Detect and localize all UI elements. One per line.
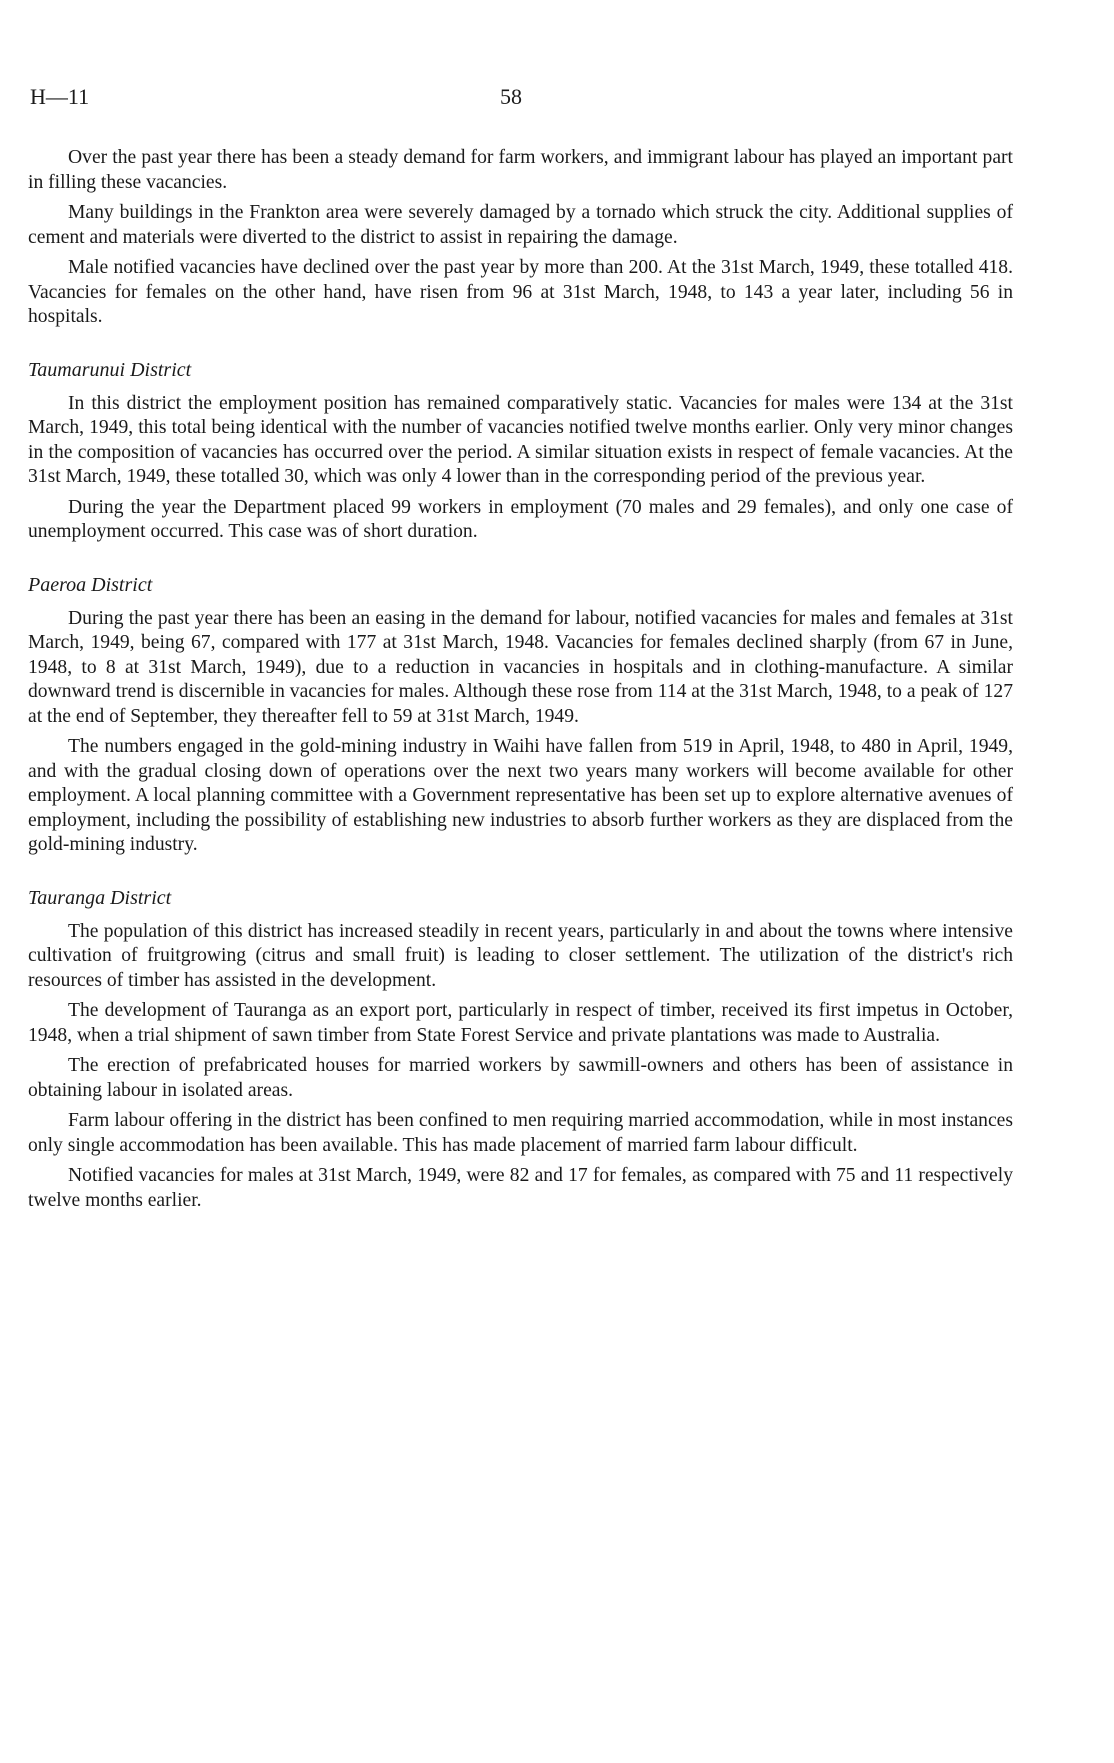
page-number: 58 [500, 84, 522, 109]
paragraph: Over the past year there has been a steady demand for farm workers, and immigrant labour has played an important part in filling these vacancies. [28, 147, 1013, 193]
paragraph: Many buildings in the Frankton area were severely damaged by a tornado which struck the city. Additional supplies of cement and materials were diverted to the district to assist in repairing the damage. [28, 202, 1013, 248]
section-heading: Taumarunui District [28, 358, 192, 381]
paragraph: During the year the Department placed 99 workers in employment (70 males and 29 females), and only one case of unemployment occurred. This case was of short duration. [28, 496, 1013, 542]
section-tauranga [28, 886, 1013, 1214]
section-heading: Tauranga District [28, 886, 172, 909]
running-head [30, 84, 1030, 114]
paragraph: Male notified vacancies have declined over the past year by more than 200. At the 31st March, 1949, these totalled 418. Vacancies for females on the other hand, have risen from 96 at 31st March, 1948, to 143 a year later, including 56 in hospitals. [28, 257, 1013, 327]
paragraph: The population of this district has increased steadily in recent years, particularly in and about the towns where intensive cultivation of fruitgrowing (citrus and small fruit) is leading to closer settlement. The utilization of the district's rich resources of timber has assisted in the development. [28, 920, 1013, 991]
paragraph: Notified vacancies for males at 31st March, 1949, were 82 and 17 for females, as compared with 75 and 11 respectively twelve months earlier. [28, 1165, 1013, 1211]
page-content [28, 146, 1013, 1219]
document-code: H—11 [30, 84, 90, 109]
paragraph: Farm labour offering in the district has been confined to men requiring married accommodation, while in most instances only single accommodation has been available. This has made placement of married farm labour difficult. [28, 1110, 1013, 1156]
section-paeroa [28, 573, 1013, 858]
paragraph: The erection of prefabricated houses for married workers by sawmill-owners and others has been of assistance in obtaining labour in isolated areas. [28, 1055, 1013, 1101]
paragraph: The development of Tauranga as an export port, particularly in respect of timber, received its first impetus in October, 1948, when a trial shipment of sawn timber from State Forest Service and private plantations was made to Australia. [28, 1000, 1013, 1046]
paragraph: During the past year there has been an easing in the demand for labour, notified vacancies for males and females at 31st March, 1949, being 67, compared with 177 at 31st March, 1948. Vacancies for females declined sharply (from 67 in June, 1948, to 8 at 31st March, 1949), due to a reduction in vacancies in hospitals and in clothing-manufacture. A similar downward trend is discernible in vacancies for males. Although these rose from 114 at the 31st March, 1948, to a peak of 127 at the end of September, they thereafter fell to 59 at 31st March, 1949. [28, 607, 1013, 727]
paragraph: The numbers engaged in the gold-mining industry in Waihi have fallen from 519 in April, 1948, to 480 in April, 1949, and with the gradual closing down of operations over the next two years many workers will become available for other employment. A local planning committee with a Government representative has been set up to explore alternative avenues of employment, including the possibility of establishing new industries to absorb further workers as they are displaced from the gold-mining industry. [28, 736, 1013, 855]
section-taumarunui [28, 358, 1013, 545]
section-heading: Paeroa District [28, 573, 153, 596]
intro-section [28, 146, 1013, 330]
paragraph: In this district the employment position has remained comparatively static. Vacancies for males were 134 at the 31st March, 1949, this total being identical with the number of vacancies notified twelve months earlier. Only very minor changes in the composition of vacancies has occurred over the period. A similar situation exists in respect of female vacancies. At the 31st March, 1949, these totalled 30, which was only 4 lower than in the corresponding period of the previous year. [28, 392, 1013, 487]
